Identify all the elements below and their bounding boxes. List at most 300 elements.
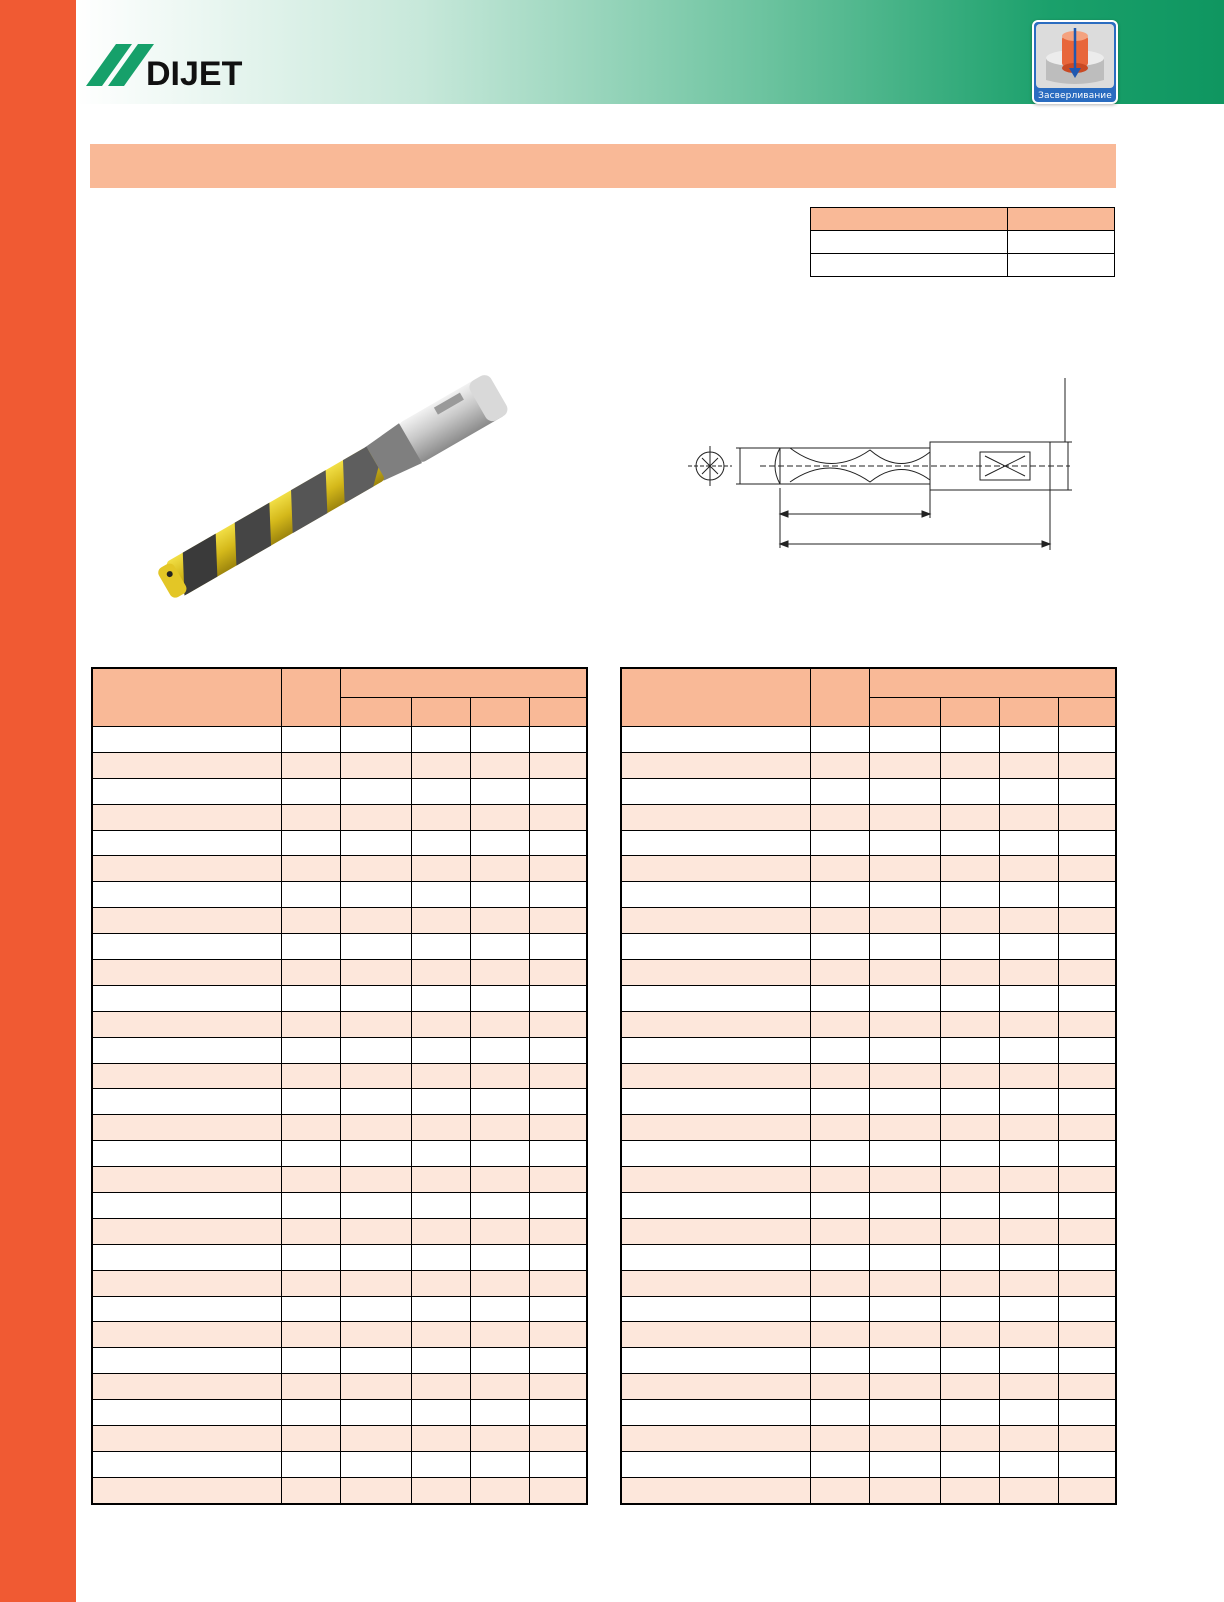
table-cell <box>530 1011 588 1037</box>
table-cell <box>870 1037 941 1063</box>
table-cell <box>530 830 588 856</box>
table-cell <box>412 727 471 753</box>
table-cell <box>471 778 530 804</box>
table-cell <box>811 934 870 960</box>
table-cell <box>282 830 341 856</box>
table-cell <box>471 1244 530 1270</box>
table-cell <box>811 1426 870 1452</box>
table-cell <box>1000 1451 1059 1477</box>
table-row <box>92 1270 587 1296</box>
table-cell <box>811 1477 870 1503</box>
table-cell <box>341 985 412 1011</box>
table-row <box>621 882 1116 908</box>
table-row <box>92 1011 587 1037</box>
table-cell <box>530 1218 588 1244</box>
table-cell <box>621 960 811 986</box>
table-row <box>621 727 1116 753</box>
table-cell <box>471 934 530 960</box>
table-cell <box>412 985 471 1011</box>
table-cell <box>941 1193 1000 1219</box>
table-cell <box>92 752 282 778</box>
table-row <box>92 727 587 753</box>
table-cell <box>282 1193 341 1219</box>
table-row <box>621 1270 1116 1296</box>
table-cell <box>282 1348 341 1374</box>
table-cell <box>1059 1451 1117 1477</box>
table-cell <box>811 1193 870 1219</box>
table-cell <box>412 1322 471 1348</box>
table-cell <box>282 1115 341 1141</box>
table-cell <box>92 778 282 804</box>
table-cell <box>341 1270 412 1296</box>
table-cell <box>92 1115 282 1141</box>
spec-cell <box>1008 231 1115 254</box>
header-cell <box>870 698 941 727</box>
table-cell <box>341 1244 412 1270</box>
table-cell <box>1059 1193 1117 1219</box>
table-cell <box>92 1037 282 1063</box>
table-cell <box>412 1089 471 1115</box>
table-cell <box>471 1089 530 1115</box>
table-cell <box>870 1322 941 1348</box>
table-cell <box>412 1451 471 1477</box>
table-cell <box>1000 1426 1059 1452</box>
table-cell <box>941 1270 1000 1296</box>
table-cell <box>530 1089 588 1115</box>
table-row <box>92 1063 587 1089</box>
table-cell <box>530 1141 588 1167</box>
header-cell <box>811 668 870 727</box>
table-cell <box>282 856 341 882</box>
table-row <box>92 1348 587 1374</box>
table-row <box>621 1374 1116 1400</box>
table-cell <box>1059 882 1117 908</box>
table-row <box>92 830 587 856</box>
table-cell <box>811 1244 870 1270</box>
table-row <box>92 908 587 934</box>
table-cell <box>412 856 471 882</box>
table-cell <box>870 985 941 1011</box>
table-cell <box>530 856 588 882</box>
table-cell <box>1059 1115 1117 1141</box>
table-cell <box>412 752 471 778</box>
table-cell <box>1000 1167 1059 1193</box>
table-cell <box>621 1089 811 1115</box>
spec-cell <box>811 231 1008 254</box>
table-cell <box>1059 1270 1117 1296</box>
table-cell <box>941 1011 1000 1037</box>
table-cell <box>811 1322 870 1348</box>
table-cell <box>530 1426 588 1452</box>
table-cell <box>870 1011 941 1037</box>
table-row <box>92 1244 587 1270</box>
table-cell <box>621 1244 811 1270</box>
header-cell <box>341 698 412 727</box>
table-row <box>621 1011 1116 1037</box>
table-cell <box>1000 1218 1059 1244</box>
table-cell <box>341 1451 412 1477</box>
table-cell <box>92 1270 282 1296</box>
table-cell <box>341 1011 412 1037</box>
table-cell <box>1000 934 1059 960</box>
table-cell <box>811 1270 870 1296</box>
table-cell <box>341 1477 412 1503</box>
table-cell <box>282 1244 341 1270</box>
table-cell <box>870 1426 941 1452</box>
table-row <box>92 804 587 830</box>
table-cell <box>530 908 588 934</box>
table-cell <box>282 1322 341 1348</box>
table-cell <box>282 1296 341 1322</box>
table-cell <box>870 1374 941 1400</box>
table-cell <box>341 882 412 908</box>
table-cell <box>621 1115 811 1141</box>
table-row <box>621 934 1116 960</box>
table-cell <box>621 1270 811 1296</box>
spec-header-cell <box>1008 208 1115 231</box>
table-row <box>92 882 587 908</box>
table-cell <box>1059 1011 1117 1037</box>
drill-photo <box>130 365 550 610</box>
table-cell <box>941 1115 1000 1141</box>
table-cell <box>1000 985 1059 1011</box>
table-cell <box>92 1193 282 1219</box>
table-cell <box>1059 985 1117 1011</box>
table-cell <box>471 960 530 986</box>
table-cell <box>282 1477 341 1503</box>
table-cell <box>621 1167 811 1193</box>
table-cell <box>92 882 282 908</box>
table-cell <box>1059 1218 1117 1244</box>
table-cell <box>811 882 870 908</box>
table-cell <box>412 1374 471 1400</box>
table-cell <box>412 1115 471 1141</box>
table-cell <box>341 1296 412 1322</box>
table-cell <box>530 1348 588 1374</box>
table-row <box>92 1037 587 1063</box>
table-cell <box>341 1089 412 1115</box>
header-cell <box>412 698 471 727</box>
table-cell <box>1000 1063 1059 1089</box>
table-cell <box>530 985 588 1011</box>
table-cell <box>941 1037 1000 1063</box>
table-cell <box>530 934 588 960</box>
table-cell <box>341 1426 412 1452</box>
table-cell <box>621 1322 811 1348</box>
table-cell <box>811 960 870 986</box>
table-cell <box>341 1063 412 1089</box>
header-cell <box>621 668 811 727</box>
table-cell <box>811 1348 870 1374</box>
table-cell <box>941 1348 1000 1374</box>
table-cell <box>471 1426 530 1452</box>
table-cell <box>621 1348 811 1374</box>
table-cell <box>1000 1296 1059 1322</box>
table-cell <box>811 752 870 778</box>
table-cell <box>811 908 870 934</box>
table-cell <box>341 1322 412 1348</box>
table-row <box>92 856 587 882</box>
table-cell <box>941 934 1000 960</box>
table-cell <box>941 1244 1000 1270</box>
table-cell <box>341 1348 412 1374</box>
table-cell <box>621 830 811 856</box>
table-cell <box>282 1063 341 1089</box>
table-cell <box>811 1451 870 1477</box>
table-cell <box>1000 1322 1059 1348</box>
table-cell <box>1059 1063 1117 1089</box>
table-cell <box>941 908 1000 934</box>
table-cell <box>811 1089 870 1115</box>
side-accent-strip <box>0 0 76 1602</box>
table-cell <box>530 1063 588 1089</box>
table-cell <box>471 985 530 1011</box>
table-cell <box>471 1348 530 1374</box>
table-cell <box>1059 1426 1117 1452</box>
table-cell <box>870 1348 941 1374</box>
spec-cell <box>1008 254 1115 277</box>
table-cell <box>621 804 811 830</box>
table-cell <box>811 727 870 753</box>
table-row <box>621 1063 1116 1089</box>
table-header-row <box>621 668 1116 698</box>
table-row <box>621 1089 1116 1115</box>
table-row <box>92 752 587 778</box>
table-cell <box>621 752 811 778</box>
table-cell <box>282 908 341 934</box>
table-cell <box>1000 1089 1059 1115</box>
spec-table-header-row <box>811 208 1115 231</box>
table-row <box>621 778 1116 804</box>
table-cell <box>471 1374 530 1400</box>
table-cell <box>621 1011 811 1037</box>
table-cell <box>530 1167 588 1193</box>
table-cell <box>282 1167 341 1193</box>
table-cell <box>471 1193 530 1219</box>
table-cell <box>1059 1374 1117 1400</box>
table-cell <box>1000 1270 1059 1296</box>
table-row <box>92 1218 587 1244</box>
table-cell <box>1000 908 1059 934</box>
table-cell <box>471 752 530 778</box>
table-cell <box>621 1477 811 1503</box>
table-cell <box>92 1348 282 1374</box>
table-cell <box>1000 727 1059 753</box>
table-row <box>621 1400 1116 1426</box>
table-cell <box>870 882 941 908</box>
table-cell <box>870 1089 941 1115</box>
table-cell <box>811 1115 870 1141</box>
table-cell <box>1000 1348 1059 1374</box>
table-cell <box>530 1037 588 1063</box>
table-row <box>621 1193 1116 1219</box>
table-cell <box>941 1063 1000 1089</box>
table-cell <box>870 727 941 753</box>
table-cell <box>282 1037 341 1063</box>
table-row <box>92 1089 587 1115</box>
table-cell <box>341 1218 412 1244</box>
table-row <box>621 1426 1116 1452</box>
table-body <box>621 727 1116 1504</box>
table-cell <box>530 1270 588 1296</box>
table-cell <box>1000 1400 1059 1426</box>
table-cell <box>341 1193 412 1219</box>
drill-technical-drawing <box>680 378 1100 583</box>
table-cell <box>530 1374 588 1400</box>
table-cell <box>621 1296 811 1322</box>
table-cell <box>811 1167 870 1193</box>
table-cell <box>621 1400 811 1426</box>
dijet-logo <box>86 42 276 93</box>
table-cell <box>1059 1089 1117 1115</box>
table-cell <box>870 1296 941 1322</box>
table-cell <box>412 1193 471 1219</box>
table-cell <box>92 1089 282 1115</box>
table-cell <box>530 1115 588 1141</box>
table-cell <box>341 1400 412 1426</box>
table-cell <box>1000 752 1059 778</box>
table-cell <box>282 960 341 986</box>
table-header-row <box>92 668 587 698</box>
table-row <box>92 1141 587 1167</box>
table-cell <box>621 778 811 804</box>
table-cell <box>870 1400 941 1426</box>
table-cell <box>621 1037 811 1063</box>
table-cell <box>92 908 282 934</box>
table-cell <box>870 752 941 778</box>
table-cell <box>870 830 941 856</box>
table-cell <box>92 985 282 1011</box>
table-cell <box>282 882 341 908</box>
table-cell <box>92 960 282 986</box>
table-row <box>621 1037 1116 1063</box>
table-cell <box>341 856 412 882</box>
table-cell <box>621 934 811 960</box>
table-row <box>621 830 1116 856</box>
header-cell <box>341 668 588 698</box>
table-cell <box>621 1141 811 1167</box>
table-cell <box>1059 1167 1117 1193</box>
table-cell <box>282 1011 341 1037</box>
category-label: Засверливание <box>1038 91 1112 101</box>
table-cell <box>1000 1374 1059 1400</box>
table-cell <box>530 1322 588 1348</box>
table-cell <box>1000 830 1059 856</box>
table-cell <box>530 1193 588 1219</box>
table-row <box>92 1322 587 1348</box>
table-cell <box>282 804 341 830</box>
table-cell <box>870 1193 941 1219</box>
table-cell <box>341 908 412 934</box>
table-cell <box>1059 1400 1117 1426</box>
table-row <box>621 1477 1116 1503</box>
table-cell <box>811 804 870 830</box>
table-cell <box>621 1063 811 1089</box>
table-cell <box>92 1244 282 1270</box>
spec-table <box>810 207 1115 277</box>
table-cell <box>1000 1141 1059 1167</box>
table-cell <box>1000 1037 1059 1063</box>
table-cell <box>341 1167 412 1193</box>
table-cell <box>341 752 412 778</box>
table-cell <box>530 727 588 753</box>
header-cell <box>1000 698 1059 727</box>
table-cell <box>1059 1348 1117 1374</box>
table-cell <box>471 1115 530 1141</box>
table-cell <box>282 1141 341 1167</box>
table-row <box>621 985 1116 1011</box>
table-cell <box>471 1167 530 1193</box>
table-cell <box>341 1141 412 1167</box>
table-cell <box>530 1400 588 1426</box>
table-cell <box>941 752 1000 778</box>
table-cell <box>412 1063 471 1089</box>
table-cell <box>92 1063 282 1089</box>
table-cell <box>412 1400 471 1426</box>
table-row <box>92 778 587 804</box>
table-cell <box>412 960 471 986</box>
table-cell <box>92 1322 282 1348</box>
table-cell <box>282 1374 341 1400</box>
table-cell <box>92 1400 282 1426</box>
table-cell <box>811 830 870 856</box>
table-cell <box>282 1451 341 1477</box>
table-cell <box>471 804 530 830</box>
table-cell <box>471 830 530 856</box>
table-row <box>92 1477 587 1503</box>
table-cell <box>1059 1477 1117 1503</box>
table-cell <box>471 1037 530 1063</box>
table-cell <box>282 1400 341 1426</box>
table-cell <box>1059 1244 1117 1270</box>
table-row <box>92 1451 587 1477</box>
table-cell <box>1000 882 1059 908</box>
header-cell <box>941 698 1000 727</box>
header-cell <box>530 698 588 727</box>
table-cell <box>870 1477 941 1503</box>
table-row <box>621 1167 1116 1193</box>
title-bar <box>90 144 1116 188</box>
table-row <box>621 804 1116 830</box>
table-cell <box>1059 908 1117 934</box>
table-cell <box>412 1426 471 1452</box>
table-cell <box>941 1400 1000 1426</box>
table-cell <box>341 804 412 830</box>
table-cell <box>941 727 1000 753</box>
table-cell <box>870 1218 941 1244</box>
table-cell <box>471 882 530 908</box>
table-cell <box>870 1451 941 1477</box>
table-cell <box>412 1348 471 1374</box>
table-cell <box>1059 1296 1117 1322</box>
table-cell <box>471 727 530 753</box>
spec-table-row <box>811 231 1115 254</box>
table-cell <box>282 934 341 960</box>
table-cell <box>1059 856 1117 882</box>
table-cell <box>471 1270 530 1296</box>
spec-header-cell <box>811 208 1008 231</box>
header-cell <box>92 668 282 727</box>
table-cell <box>471 1011 530 1037</box>
table-cell <box>941 856 1000 882</box>
table-cell <box>341 1037 412 1063</box>
table-cell <box>941 1089 1000 1115</box>
table-cell <box>811 985 870 1011</box>
table-cell <box>870 1115 941 1141</box>
header-cell <box>471 698 530 727</box>
table-cell <box>341 934 412 960</box>
table-cell <box>1000 1244 1059 1270</box>
